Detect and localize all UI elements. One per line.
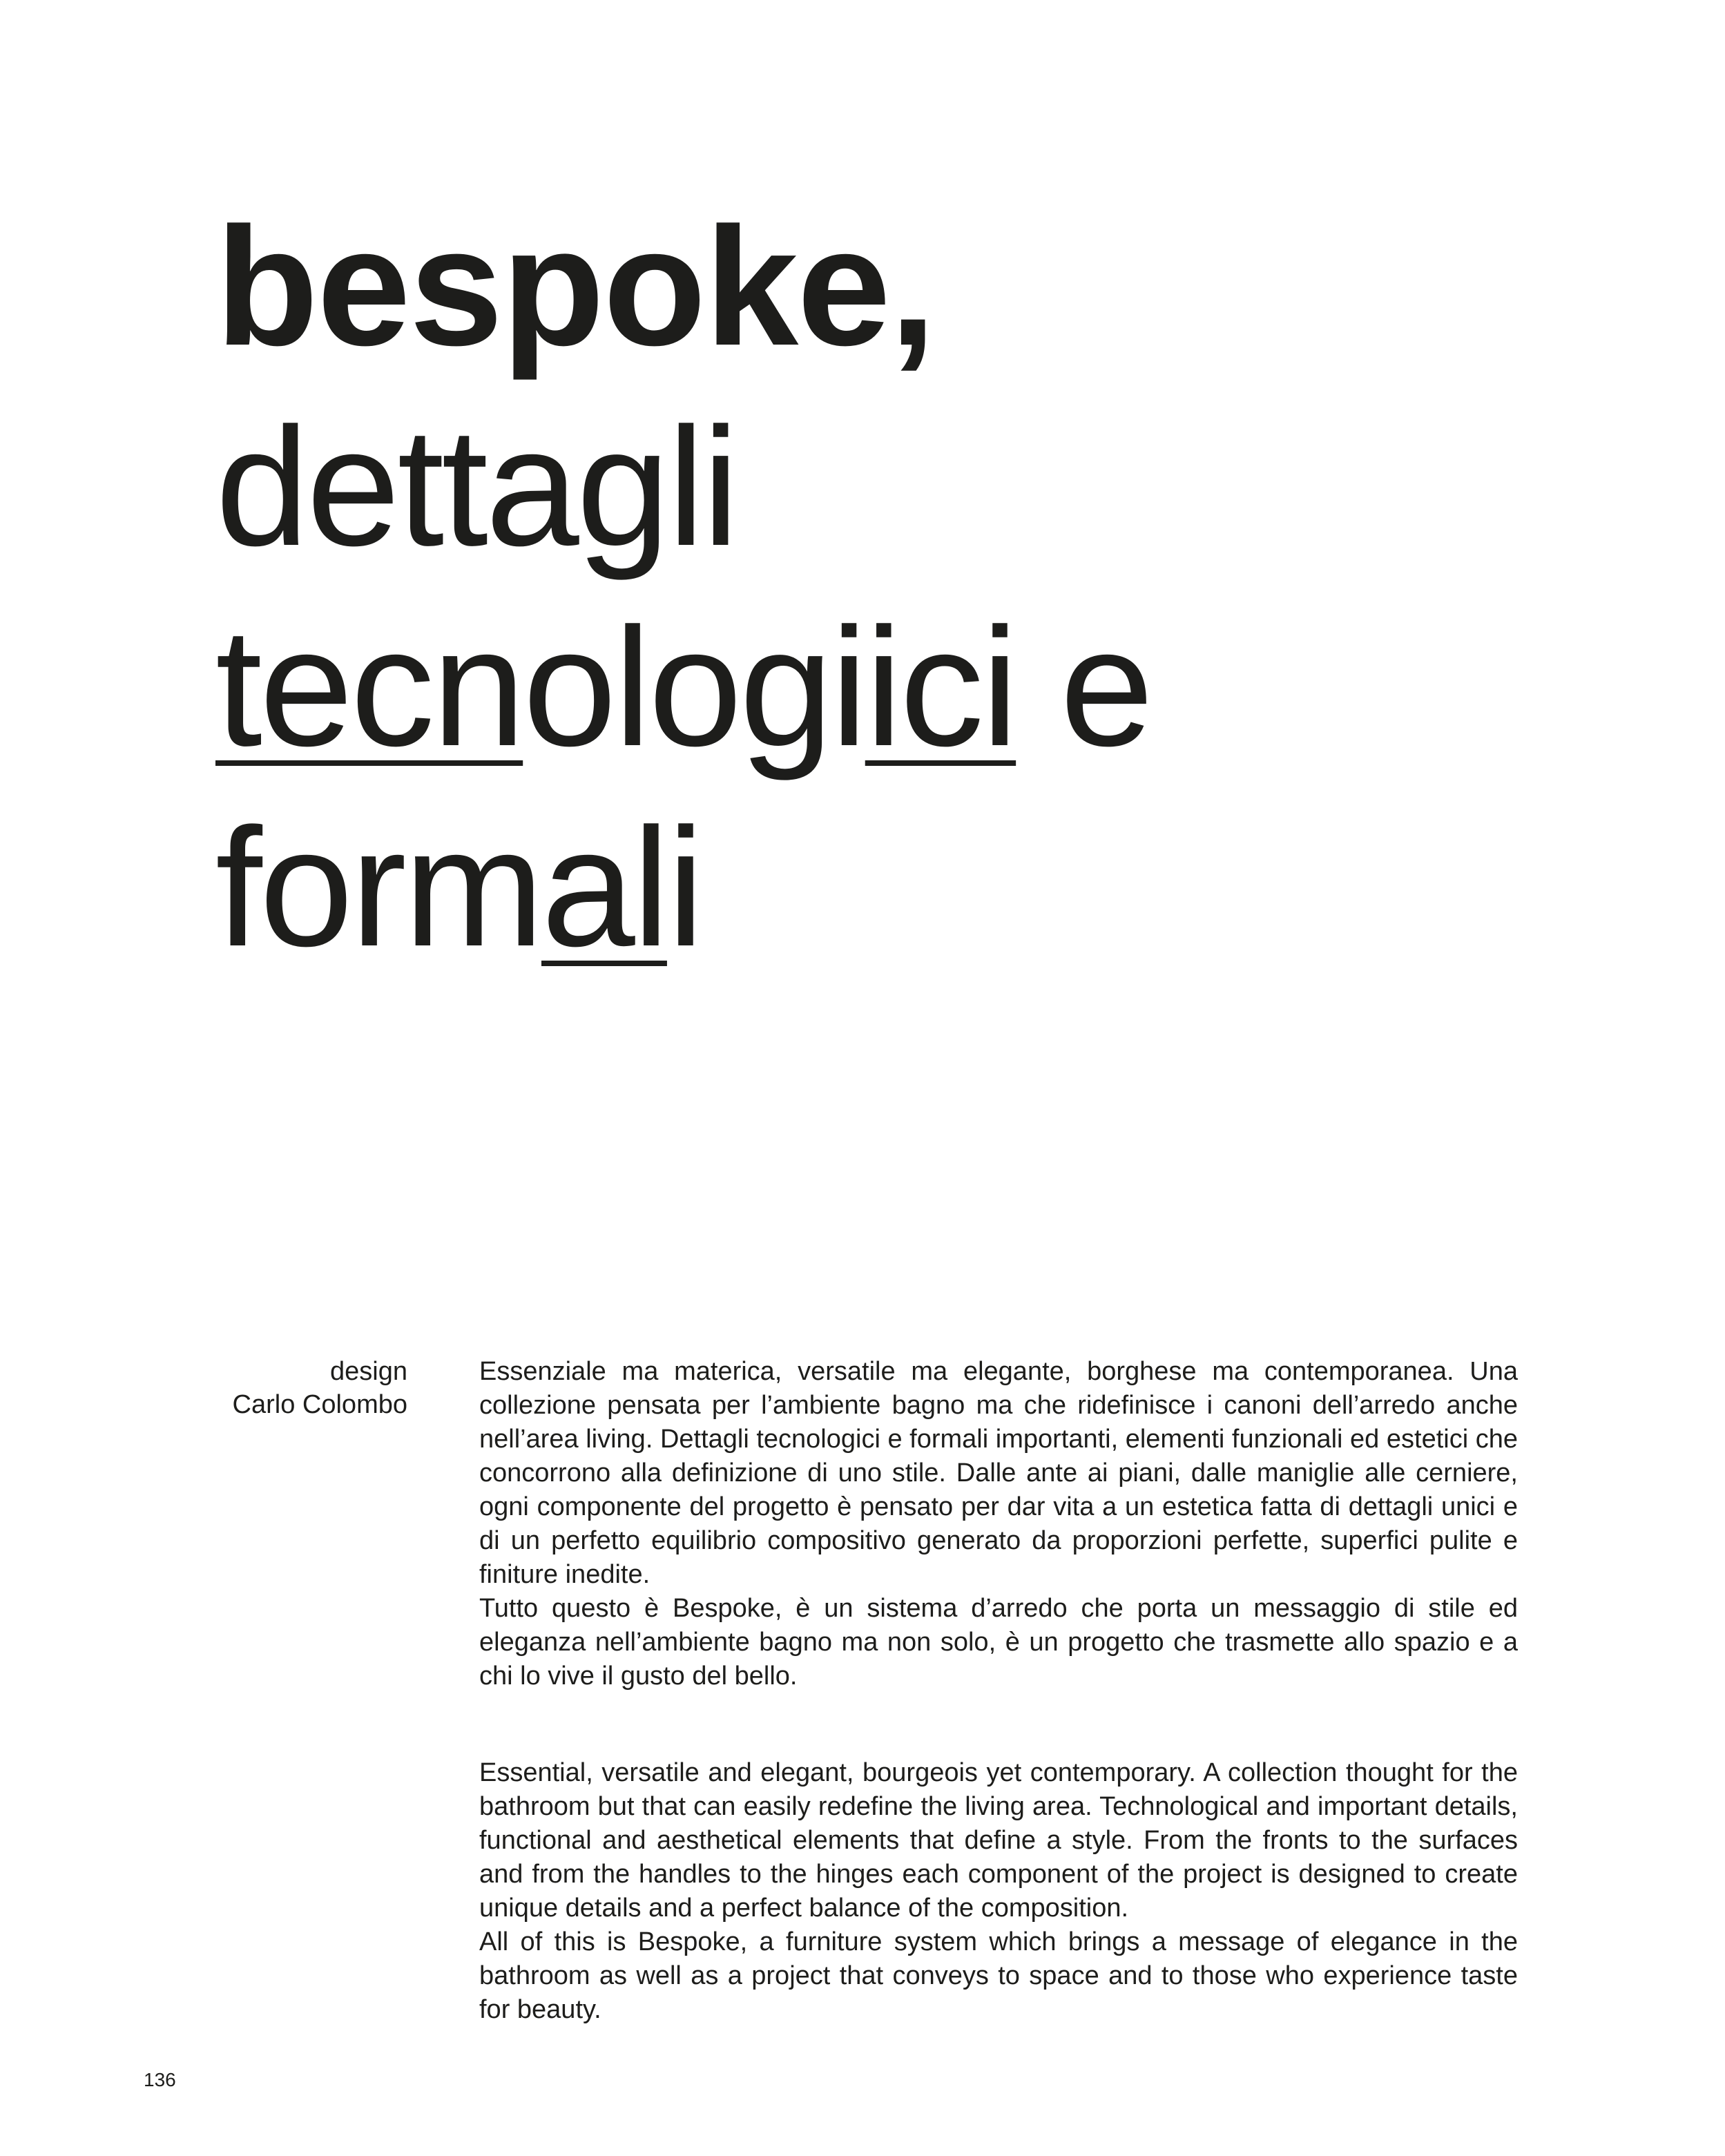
headline-fragment: i [666,793,702,981]
headline-fragment: ologi [523,593,865,781]
headline-line-bespoke: bespoke, [215,192,935,381]
headline-fragment: form [215,793,541,981]
english-paragraph-2: All of this is Bespoke, a furniture system which brings a message of elegance in the bathroom as well as a project that conveys to space and to those who experience taste for beauty. [479,1927,1518,2024]
italian-description [479,1355,1518,1693]
design-credit [138,1355,407,1421]
page-number: 136 [144,2069,176,2090]
underlined-fragment: ici [865,593,1016,781]
italian-paragraph-2: Tutto questo è Bespoke, è un sistema d’arredo che porta un messaggio di stile ed eleganza nell’ambiente bagno ma non solo, è un progetto che trasmette allo spazio e a chi lo vive il gusto del bello. [479,1594,1518,1691]
underlined-fragment: tecn [215,593,523,781]
designer-name: Carlo Colombo [232,1390,407,1419]
underlined-fragment: al [541,793,667,981]
design-label: design [330,1357,407,1386]
english-description [479,1756,1518,2027]
page-title [215,186,1151,988]
headline-line-dettagli: dettagli [215,392,737,581]
headline-fragment: e [1016,593,1151,781]
headline-line-tecnologici [215,587,1151,787]
italian-paragraph-1: Essenziale ma materica, versatile ma elegante, borghese ma contemporanea. Una collezione pensata per l’ambiente bagno ma che ridefinisce i canoni dell’arredo anche nell’area living. Dettagli tecnologici e formali importanti, elementi funzionali ed estetici che concorrono alla definizione di uno stile. Dalle ante ai piani, dalle maniglie alle cerniere, ogni componente del progetto è pensato per dar vita a un estetica fatta di dettagli unici e di un perfetto equilibrio compositivo generato da proporzioni perfette, superfici pulite e finiture inedite. [479,1357,1518,1589]
headline-line-formali [215,787,1151,988]
english-paragraph-1: Essential, versatile and elegant, bourgeois yet contemporary. A collection thought for the bathroom but that can easily redefine the living area. Technological and important details, functional and aesthetical elements that define a style. From the fronts to the surfaces and from the handles to the hinges each component of the project is designed to create unique details and a perfect balance of the composition. [479,1758,1518,1923]
